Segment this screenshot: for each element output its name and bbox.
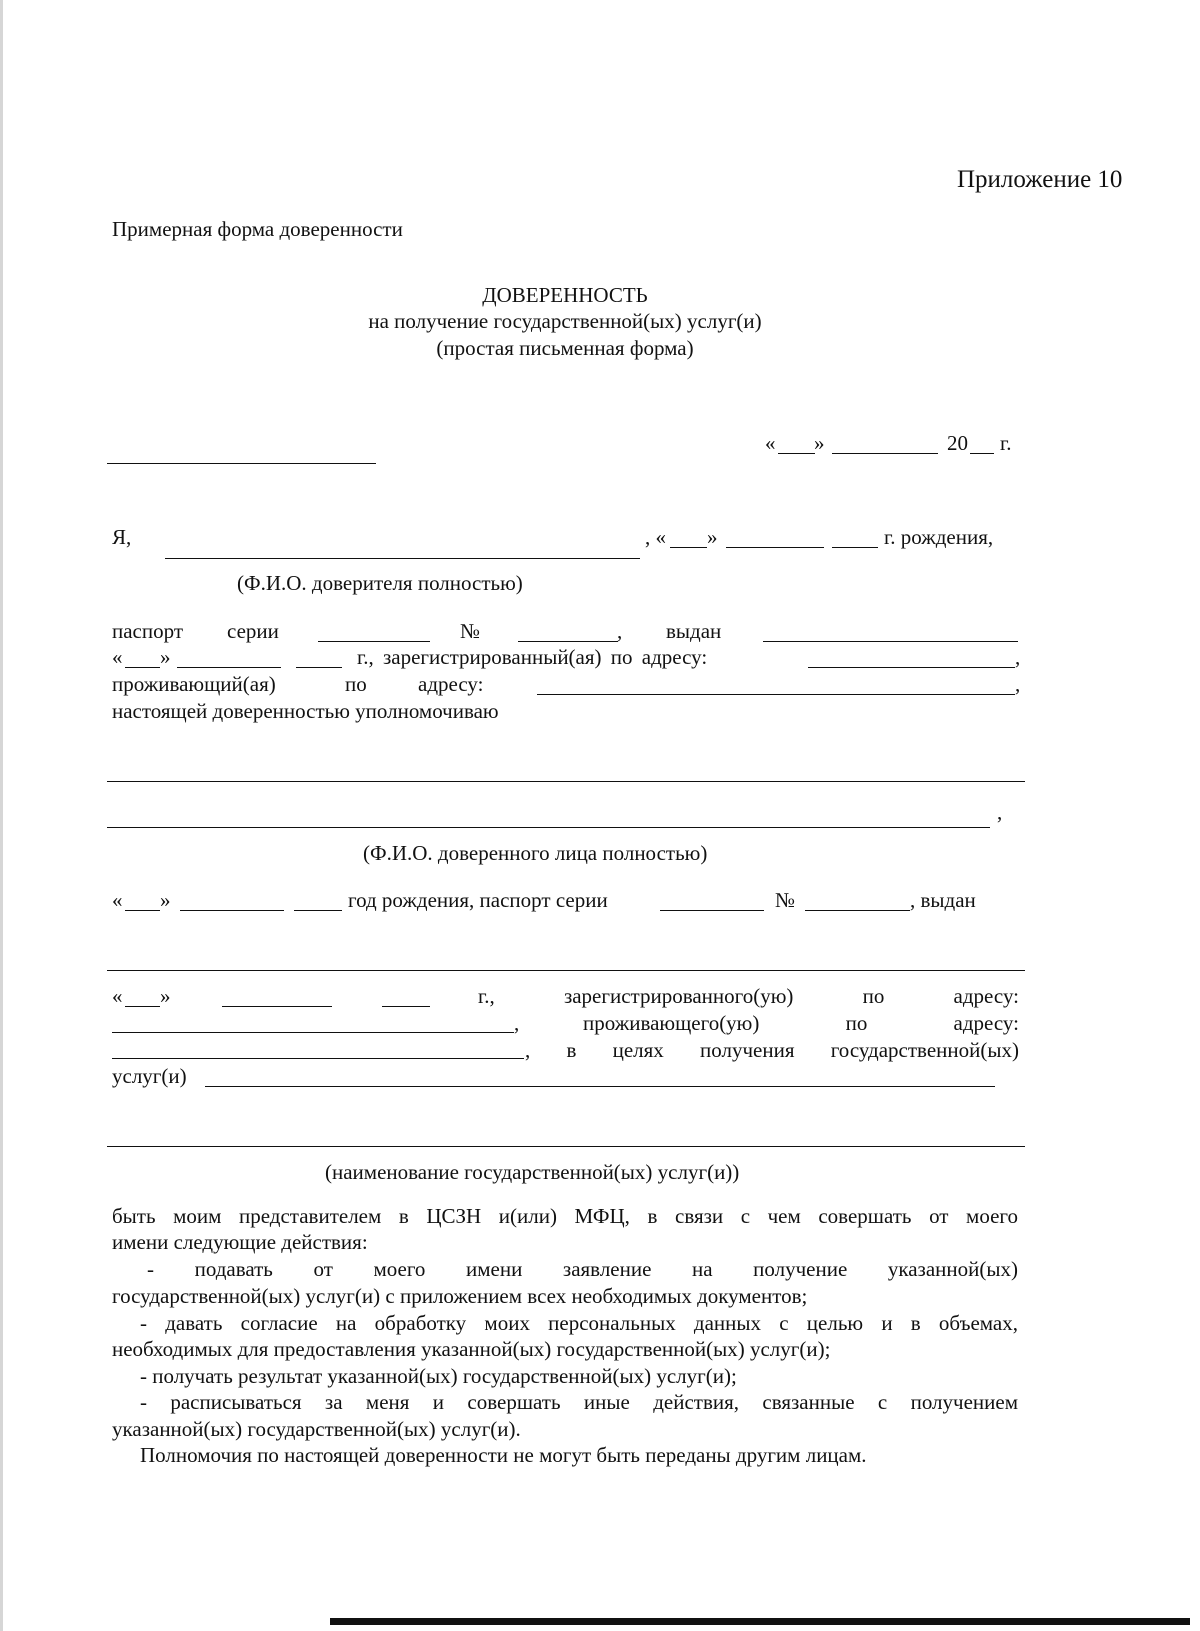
- agent-living-row: [583, 1013, 1019, 1034]
- body-item4-line2: указанной(ых) государственной(ых) услуг(и).: [112, 1417, 521, 1441]
- body-item1-line1: [147, 1259, 1018, 1280]
- agent-issued-text: , выдан: [910, 888, 976, 912]
- agent-reg-address-line: [112, 1032, 514, 1033]
- services-line-2: [107, 1146, 1025, 1147]
- body-item3: - получать результат указанной(ых) государственной(ых) услуг(и);: [140, 1364, 737, 1388]
- agent-reg-month-line: [222, 1006, 332, 1007]
- date-close-quote: »: [814, 431, 825, 455]
- services-caption: (наименование государственной(ых) услуг(и)): [325, 1160, 740, 1184]
- agent-reg-date-close: »: [160, 984, 171, 1008]
- body-p1-line1: быть моим представителем в ЦСЗН и(или) МФЦ, в связи с чем совершать от моего: [112, 1204, 1018, 1228]
- document-form-type: (простая письменная форма): [436, 336, 694, 360]
- document-subtitle: на получение государственной(ых) услуг(и): [368, 309, 762, 333]
- item1-word: заявление: [562, 1257, 652, 1281]
- agent-reg-date-open: «: [112, 984, 123, 1008]
- body-item4-line1: - расписываться за меня и совершать иные действия, связанные с получением: [140, 1390, 1018, 1414]
- passport-series-line: [318, 641, 430, 642]
- date-year-suffix: г.: [1000, 431, 1012, 455]
- principal-birth-month-line: [726, 547, 824, 548]
- principal-birth-suffix: г. рождения,: [884, 525, 994, 549]
- principal-birth-open: , «: [645, 525, 666, 549]
- passport-issued-by-line: [763, 641, 1018, 642]
- agent-purpose-word-2: целях: [612, 1038, 664, 1062]
- services-line-1: [205, 1086, 995, 1087]
- agent-reg-word-1: зарегистрированного(ую): [563, 984, 794, 1008]
- agent-number-sign: №: [775, 888, 796, 912]
- item1-word: получение: [753, 1257, 848, 1281]
- body-item2-line1: - давать согласие на обработку моих персональных данных с целью и в объемах,: [140, 1311, 1018, 1335]
- living-comma: ,: [1015, 672, 1021, 696]
- scan-left-edge: [0, 0, 3, 1631]
- agent-reg-day-line: [125, 1006, 160, 1007]
- agent-birth-passport-text: год рождения, паспорт серии: [348, 888, 608, 912]
- agent-reg-address-comma: ,: [514, 1011, 520, 1035]
- agent-issued-by-line: [107, 970, 1025, 971]
- scan-bottom-bar: [330, 1618, 1190, 1625]
- passport-date-month-line: [177, 667, 281, 668]
- date-day-line: [778, 453, 815, 454]
- agent-purpose-comma: ,: [525, 1038, 531, 1062]
- passport-registered-address-line: [808, 667, 1015, 668]
- agent-living-word-2: по: [845, 1011, 868, 1035]
- agent-reg-row: [478, 986, 1019, 1007]
- passport-number-sign: №: [460, 619, 481, 643]
- agent-purpose-word-3: получения: [700, 1038, 795, 1062]
- item1-word: подавать: [194, 1257, 273, 1281]
- principal-birth-year-line: [832, 547, 878, 548]
- passport-date-year-line: [296, 667, 342, 668]
- item1-word: имени: [466, 1257, 523, 1281]
- living-word-3: адресу:: [418, 672, 484, 696]
- item1-word: -: [147, 1257, 154, 1281]
- agent-birth-year-line: [294, 910, 342, 911]
- agent-birth-open: «: [112, 888, 123, 912]
- agent-reg-year-suffix: г.,: [478, 984, 495, 1008]
- agent-purpose-row: [525, 1040, 1019, 1061]
- passport-date-open: «: [112, 645, 123, 669]
- agent-living-word-3: адресу:: [953, 1011, 1019, 1035]
- passport-issued-word: выдан: [666, 619, 722, 643]
- document-title: ДОВЕРЕННОСТЬ: [482, 283, 648, 307]
- agent-reg-word-2: по: [862, 984, 885, 1008]
- item1-word: от: [313, 1257, 333, 1281]
- body-final: Полномочия по настоящей доверенности не могут быть переданы другим лицам.: [140, 1443, 867, 1467]
- services-label: услуг(и): [112, 1064, 187, 1088]
- agent-purpose-word-1: в: [566, 1038, 577, 1062]
- item1-word: моего: [373, 1257, 426, 1281]
- body-item1-line2: государственной(ых) услуг(и) с приложением всех необходимых документов;: [112, 1284, 808, 1308]
- passport-number-line: [518, 641, 618, 642]
- passport-word: паспорт: [112, 619, 184, 643]
- passport-date-day-line: [125, 667, 160, 668]
- agent-reg-word-3: адресу:: [953, 984, 1019, 1008]
- principal-caption: (Ф.И.О. доверителя полностью): [237, 571, 523, 595]
- living-word-1: проживающий(ая): [112, 672, 276, 696]
- agent-name-line-1: [107, 781, 1025, 782]
- passport-comma: ,: [617, 619, 623, 643]
- date-open-quote: «: [765, 431, 776, 455]
- agent-name-line-2: [107, 827, 990, 828]
- place-field-line: [107, 463, 376, 464]
- date-month-line: [832, 453, 938, 454]
- agent-name-comma: ,: [997, 800, 1003, 824]
- agent-caption: (Ф.И.О. доверенного лица полностью): [363, 841, 708, 865]
- principal-pronoun: Я,: [112, 525, 132, 549]
- principal-name-line: [165, 558, 640, 559]
- item1-word: на: [692, 1257, 713, 1281]
- agent-passport-series-line: [660, 910, 764, 911]
- agent-birth-month-line: [180, 910, 284, 911]
- date-year-line: [970, 453, 994, 454]
- passport-date-close: »: [160, 645, 171, 669]
- form-caption: Примерная форма доверенности: [112, 217, 403, 241]
- appendix-label: Приложение 10: [957, 166, 1123, 193]
- body-p1-line2: имени следующие действия:: [112, 1230, 368, 1254]
- passport-series-word: серии: [227, 619, 279, 643]
- body-item2-line2: необходимых для предоставления указанной(ых) государственной(ых) услуг(и);: [112, 1337, 831, 1361]
- agent-living-word-1: проживающего(ую): [583, 1011, 760, 1035]
- agent-purpose-word-4: государственной(ых): [830, 1038, 1019, 1062]
- agent-birth-close: »: [160, 888, 171, 912]
- living-word-2: по: [345, 672, 367, 696]
- agent-living-address-line: [112, 1058, 524, 1059]
- living-address-line: [537, 694, 1015, 695]
- principal-birth-close: »: [707, 525, 718, 549]
- item1-word: указанной(ых): [887, 1257, 1018, 1281]
- passport-registered-text: г., зарегистрированный(ая) по адресу:: [357, 645, 708, 669]
- principal-birth-day-line: [670, 547, 707, 548]
- agent-birth-day-line: [125, 910, 160, 911]
- date-century: 20: [947, 431, 968, 455]
- agent-reg-year-line: [382, 1006, 430, 1007]
- authorize-text: настоящей доверенностью уполномочиваю: [112, 699, 499, 723]
- passport-registered-comma: ,: [1015, 645, 1021, 669]
- agent-passport-number-line: [805, 910, 910, 911]
